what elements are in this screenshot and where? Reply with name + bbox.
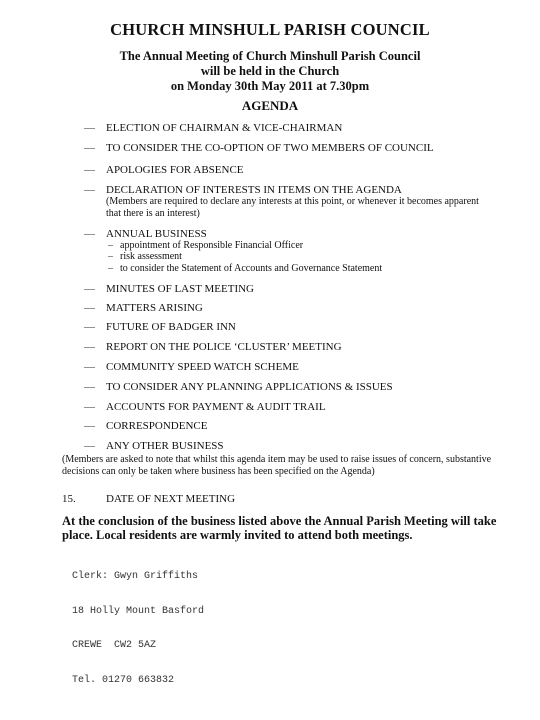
clerk-line: CREWE CW2 5AZ (72, 640, 157, 651)
agenda-subitem-text: risk assessment (120, 251, 182, 262)
agenda-item-label: TO CONSIDER ANY PLANNING APPLICATIONS & ISSUES (106, 381, 393, 393)
dash-bullet: — (84, 142, 95, 154)
dash-bullet: — (84, 122, 95, 134)
closing-statement: At the conclusion of the business listed above the Annual Parish Meeting will take place. Local residents are warmly invited to attend both meetings. (62, 514, 497, 542)
announcement-line: will be held in the Church (200, 64, 340, 78)
clerk-line: 18 Holly Mount Basford (72, 605, 205, 617)
dash-bullet: — (84, 381, 95, 393)
agenda-item-label: ANY OTHER BUSINESS (106, 440, 224, 452)
dash-bullet: — (84, 401, 95, 413)
dash-bullet: – (108, 240, 113, 251)
agenda-item-label: COMMUNITY SPEED WATCH SCHEME (106, 361, 299, 373)
dash-bullet: — (84, 361, 95, 373)
dash-bullet: — (84, 283, 95, 295)
dash-bullet: — (84, 341, 95, 353)
agenda-item-label: REPORT ON THE POLICE ‘CLUSTER’ MEETING (106, 341, 342, 353)
agenda-item-label: ANNUAL BUSINESS (106, 228, 207, 240)
agenda-item-note: (Members are required to declare any interests at this point, or whenever it becomes apparent that there is an interest) (106, 196, 479, 219)
agenda-item-number: 15. (62, 493, 76, 505)
dash-bullet: – (108, 263, 113, 274)
agenda-item-label: ACCOUNTS FOR PAYMENT & AUDIT TRAIL (106, 401, 326, 413)
agenda-item-label: ELECTION OF CHAIRMAN & VICE-CHAIRMAN (106, 122, 343, 134)
agenda-item-label: APOLOGIES FOR ABSENCE (106, 164, 244, 176)
dash-bullet: — (84, 228, 95, 240)
agenda-subitem (108, 240, 303, 251)
agenda-subitem (108, 251, 182, 262)
council-title: CHURCH MINSHULL PARISH COUNCIL (110, 20, 430, 39)
agenda-item-label: CORRESPONDENCE (106, 420, 208, 432)
clerk-line: Clerk: Gwyn Griffiths (72, 571, 199, 582)
dash-bullet: — (84, 440, 95, 452)
dash-bullet: – (108, 251, 113, 262)
agenda-item-label: TO CONSIDER THE CO-OPTION OF TWO MEMBERS OF COUNCIL (106, 142, 434, 154)
announcement-line: The Annual Meeting of Church Minshull Parish Council (119, 49, 421, 63)
agenda-item-label: MINUTES OF LAST MEETING (106, 283, 254, 295)
agenda-subitem-text: to consider the Statement of Accounts and Governance Statement (120, 263, 383, 274)
dash-bullet: — (84, 321, 95, 333)
agenda-subitem-text: appointment of Responsible Financial Officer (120, 240, 304, 251)
agenda-item-label: FUTURE OF BADGER INN (106, 321, 236, 333)
agenda-subitem (108, 263, 382, 274)
agenda-heading: AGENDA (241, 98, 299, 113)
announcement-line: on Monday 30th May 2011 at 7.30pm (170, 79, 370, 93)
agenda-item-label: DATE OF NEXT MEETING (106, 493, 236, 505)
meeting-announcement (0, 49, 540, 94)
dash-bullet: — (84, 302, 95, 314)
agenda-item-label: DECLARATION OF INTERESTS IN ITEMS ON THE AGENDA (106, 184, 402, 196)
dash-bullet: — (84, 184, 95, 196)
dash-bullet: — (84, 164, 95, 176)
agenda-item-label: MATTERS ARISING (106, 302, 203, 314)
dash-bullet: — (84, 420, 95, 432)
clerk-contact (72, 548, 204, 709)
agenda-item-note: (Members are asked to note that whilst this agenda item may be used to raise issues of concern, substantive decisions can only be taken where business has been specified on the Agenda) (62, 454, 492, 477)
clerk-line: Tel. 01270 663832 (72, 674, 175, 686)
